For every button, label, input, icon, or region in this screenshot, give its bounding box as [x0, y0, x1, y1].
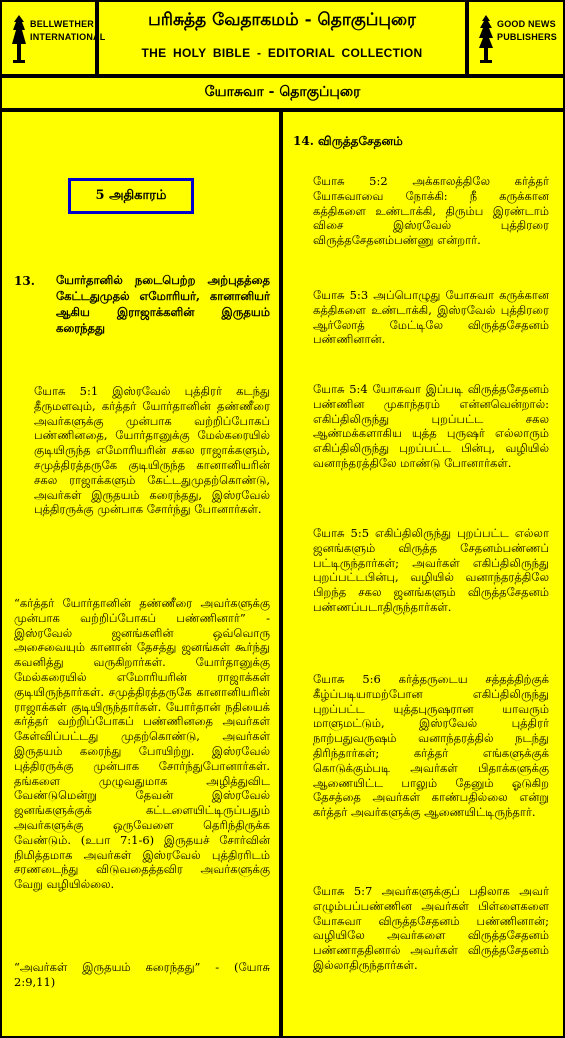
section-title: யோர்தானில் நடைபெற்ற அற்புதத்தை கேட்டதுமுதல் எமோரியர், கானானியர் ஆகிய இராஜாக்களின் இருதயம் கரைந்தது [56, 273, 270, 335]
goodnews-emblem-icon [477, 14, 495, 64]
verse-paragraph-5-2: யோசு 5:2 அக்காலத்திலே கர்த்தர் யோசுவாவை நோக்கி: நீ கருக்கான கத்திகளை உண்டாக்கி, திரும்ப இரண்டாம் விசை இஸ்ரவேல் புத்திரரை விருத்தசேதனம்பண்ணு என்றார். [313, 174, 549, 248]
left-column [0, 110, 281, 1038]
chapter-heading: 5 அதிகாரம் [68, 178, 194, 214]
goodnews-logo-text: GOOD NEWS PUBLISHERS [497, 19, 558, 42]
right-column [281, 110, 565, 1038]
verse-paragraph-5-7: யோசு 5:7 அவர்களுக்குப் பதிலாக அவர் எழும்பப்பண்ணின அவர்கள் பிள்ளைகளை யோசுவா விருத்தசேதனம் பண்ணினான்; வழியிலே அவர்களை விருத்தசேதனம் பண்ணாததினால் அவர்கள் விருத்தசேதனம் இல்லாதிருந்தார்கள். [313, 884, 549, 972]
verse-paragraph-5-6: யோசு 5:6 கர்த்தருடைய சத்தத்திற்குக் கீழ்ப்படியாமற்போன எகிப்திலிருந்து புறப்பட்ட யுத்தபுருஷரான யாவரும் மாளுமட்டும், இஸ்ரவேல் புத்திரர் நாற்பதுவருஷம் வனாந்தரத்தில் நடந்து திரிந்தார்கள்; கர்த்தர் எங்களுக்குக் கொடுக்கும்படி அவர்கள் பிதாக்களுக்கு ஆணையிட்ட பாலும் தேனும் ஓடுகிற தேசத்தை அவர்கள் காண்பதில்லை என்று கர்த்தர் அவர்களுக்கு ஆணையிட்டிருந்தார். [313, 672, 549, 820]
section-heading: 14. விருத்தசேதனம் [293, 134, 403, 148]
verse-paragraph-5-1: யோசு 5:1 இஸ்ரவேல் புத்திரர் கடந்து தீருமளவும், கர்த்தர் யோர்தானின் தண்ணீரை அவர்களுக்கு முன்பாக வற்றிப்போகப் பண்ணினதை, யோர்தானுக்கு மேல்கரையில் குடியிருந்த எமோரியரின் சகல ராஜாக்களும், சமுத்திரத்தருகே குடியிருந்த கானானியரின் சகல ராஜாக்களும் கேட்டதுமுதற்கொண்டு, அவர்கள் இருதயம் கரைந்தது, இஸ்ரவேல் புத்திரருக்கு முன்பாக சோர்ந்து போனார்கள். [34, 384, 270, 517]
commentary-paragraph: “கர்த்தர் யோர்தானின் தண்ணீரை அவர்களுக்கு முன்பாக வற்றிப்போகப் பண்ணினார்” - இஸ்ரவேல் ஜனங்களின் ஒவ்வொரு அசைவையும் கானான் தேசத்து ஜனங்கள் கூர்ந்து கவனித்து வருகிறார்கள். யோர்தானுக்கு மேல்கரையில் எமோரியரின் ராஜாக்கள் குடியிருந்தார்கள். சமுத்திரத்தருகே கானானியரின் ராஜாக்கள் குடியிருந்தார்கள். யோர்தான் நதியைக் கர்த்தர் வற்றிப்போகப் பண்ணினதை அவர்கள் கேள்விப்பட்டது முதற்கொண்டு, அவர்கள் இருதயம் கரைந்து போயிற்று. இஸ்ரவேல் புத்திரருக்கு முன்பாக சோர்ந்துபோனார்கள். தங்களை முழுவதுமாக அழித்துவிட வேண்டுமென்று தேவன் இஸ்ரவேல் ஜனங்களுக்குக் கட்டளையிட்டிருப்பதும் அவர்களுக்கு ஒருவேளை தெரிந்திருக்க வேண்டும். (உபா 7:1-6) இருதயச் சோர்வின் நிமித்தமாக அவர்கள் இஸ்ரவேல் புத்திரரிடம் சரணடைந்து விடுவதைத்தவிர அவர்களுக்கு வேறு வழியில்லை. [14, 596, 270, 892]
bellwether-emblem-icon [10, 14, 28, 64]
bellwether-logo [10, 12, 106, 68]
logo-left-cell [0, 0, 106, 76]
bellwether-logo-text: BELLWETHER INTERNATIONAL [30, 19, 106, 42]
reference-paragraph: “அவர்கள் இருதயம் கரைந்தது” - (யோசு 2:9,11) [14, 960, 270, 989]
page-title-english: THE HOLY BIBLE - EDITORIAL COLLECTION [141, 46, 423, 60]
verse-paragraph-5-5: யோசு 5:5 எகிப்திலிருந்து புறப்பட்ட எல்லா ஜனங்களும் விருத்த சேதனம்பண்ணப் பட்டிருந்தார்கள்; அவர்கள் எகிப்திலிருந்து புறப்பட்டபின்பு, வழியில் வனாந்தரத்திலே பிறந்த சகல ஜனங்களும் விருத்தசேதனம் பண்ணப்படாதிருந்தார்கள். [313, 526, 549, 614]
header [97, 0, 467, 76]
section-number: 13. [14, 274, 35, 288]
logo-right-cell [467, 0, 565, 76]
subtitle-bar [0, 76, 565, 110]
page-title: பரிசுத்த வேதாகமம் - தொகுப்புரை [148, 10, 416, 30]
verse-paragraph-5-4: யோசு 5:4 யோசுவா இப்படி விருத்தசேதனம் பண்ணின முகாந்தரம் என்னவென்றால்: எகிப்திலிருந்து புறப்பட்ட சகல ஆண்மக்களாகிய யுத்த புருஷர் எல்லாரும் எகிப்திலிருந்து புறப்பட்ட பின்பு, வழியில் வனாந்தரத்திலே மாண்டு போனார்கள். [313, 382, 549, 470]
verse-paragraph-5-3: யோசு 5:3 அப்பொழுது யோசுவா கருக்கான கத்திகளை உண்டாக்கி, இஸ்ரவேல் புத்திரரை ஆர்லோத் மேட்டிலே விருத்தசேதனம் பண்ணினான். [313, 288, 549, 347]
goodnews-logo [477, 12, 557, 68]
book-subtitle: யோசுவா - தொகுப்புரை [204, 84, 361, 100]
